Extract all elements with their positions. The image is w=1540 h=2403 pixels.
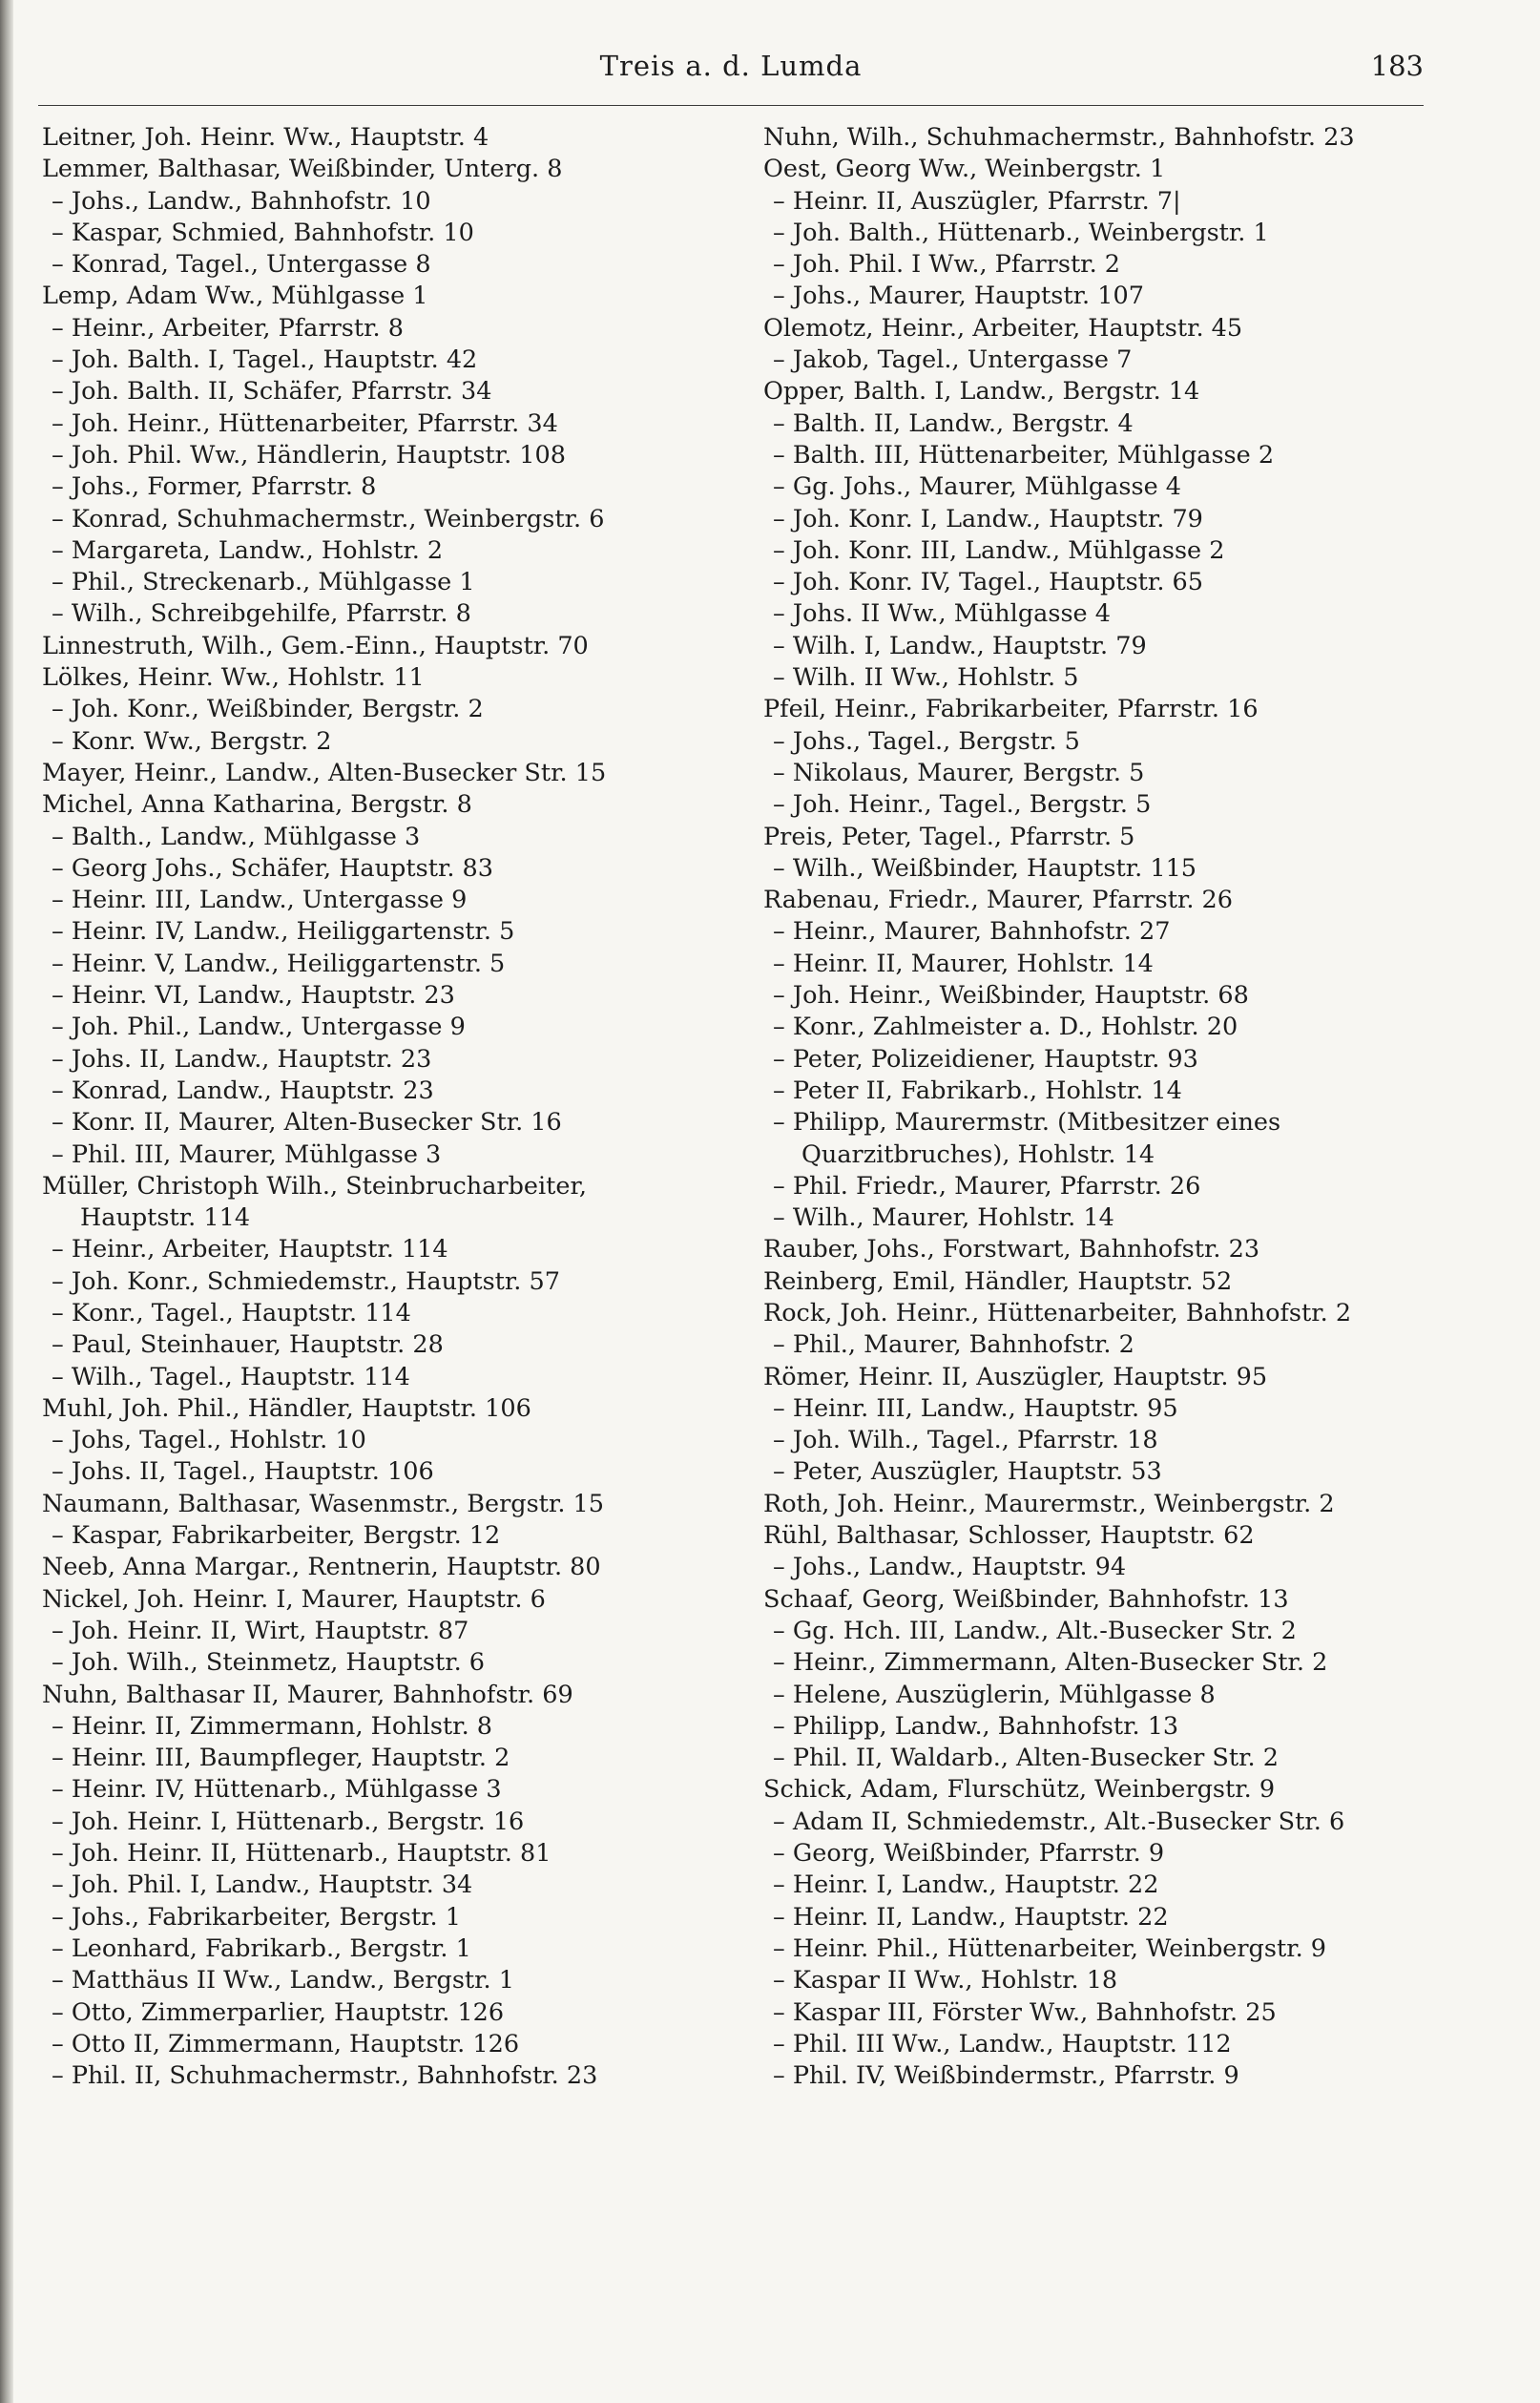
right-column (763, 122, 1469, 2092)
directory-entry: Rabenau, Friedr., Maurer, Pfarrstr. 26 (763, 886, 1233, 915)
directory-subentry: – Balth., Landw., Mühlgasse 3 (52, 822, 421, 851)
directory-subentry: – Paul, Steinhauer, Hauptstr. 28 (52, 1330, 444, 1360)
directory-entry: Michel, Anna Katharina, Bergstr. 8 (42, 790, 472, 820)
directory-subentry: – Wilh. I, Landw., Hauptstr. 79 (773, 631, 1147, 660)
directory-subentry: – Kaspar II Ww., Hohlstr. 18 (773, 1966, 1118, 1996)
directory-subentry: – Phil. IV, Weißbindermstr., Pfarrstr. 9 (773, 2061, 1239, 2091)
directory-subentry: – Joh. Heinr. II, Hüttenarb., Hauptstr. 81 (52, 1839, 551, 1869)
directory-subentry: – Phil. Friedr., Maurer, Pfarrstr. 26 (773, 1171, 1201, 1201)
directory-entry: Rühl, Balthasar, Schlosser, Hauptstr. 62 (763, 1521, 1255, 1551)
directory-subentry: – Johs. II, Landw., Hauptstr. 23 (52, 1044, 432, 1074)
directory-entry: Lölkes, Heinr. Ww., Hohlstr. 11 (42, 663, 425, 693)
directory-subentry: – Joh. Balth. I, Tagel., Hauptstr. 42 (52, 345, 478, 375)
directory-entry: Rock, Joh. Heinr., Hüttenarbeiter, Bahnhofstr. 2 (763, 1298, 1352, 1327)
directory-subentry: – Balth. II, Landw., Bergstr. 4 (773, 408, 1134, 438)
directory-subentry: – Heinr. IV, Hüttenarb., Mühlgasse 3 (52, 1775, 502, 1805)
directory-subentry: – Wilh., Schreibgehilfe, Pfarrstr. 8 (52, 599, 471, 629)
directory-entry: Römer, Heinr. II, Auszügler, Hauptstr. 95 (763, 1362, 1268, 1391)
directory-subentry: – Nikolaus, Maurer, Bergstr. 5 (773, 758, 1145, 787)
directory-subentry: – Balth. III, Hüttenarbeiter, Mühlgasse 2 (773, 440, 1275, 470)
directory-subentry: – Konrad, Schuhmachermstr., Weinbergstr. 6 (52, 504, 605, 533)
directory-subentry: – Gg. Johs., Maurer, Mühlgasse 4 (773, 472, 1182, 502)
directory-subentry: – Kaspar, Schmied, Bahnhofstr. 10 (52, 218, 474, 247)
directory-subentry: – Phil. III, Maurer, Mühlgasse 3 (52, 1139, 442, 1169)
directory-entry: Naumann, Balthasar, Wasenmstr., Bergstr. 15 (42, 1489, 604, 1518)
directory-entry: Müller, Christoph Wilh., Steinbrucharbeiter, (42, 1171, 587, 1201)
directory-subentry: – Phil. II, Waldarb., Alten-Busecker Str. 2 (773, 1744, 1279, 1773)
directory-subentry: – Joh. Heinr., Tagel., Bergstr. 5 (773, 790, 1152, 820)
page-header (38, 50, 1424, 99)
directory-subentry: – Heinr., Arbeiter, Pfarrstr. 8 (52, 313, 404, 343)
directory-entry: Roth, Joh. Heinr., Maurermstr., Weinbergstr. 2 (763, 1489, 1335, 1518)
directory-subentry: – Heinr. II, Auszügler, Pfarrstr. 7| (773, 186, 1181, 216)
directory-subentry: – Joh. Heinr. I, Hüttenarb., Bergstr. 16 (52, 1807, 525, 1836)
directory-subentry: – Jakob, Tagel., Untergasse 7 (773, 345, 1133, 375)
directory-subentry: – Peter, Auszügler, Hauptstr. 53 (773, 1457, 1162, 1487)
directory-entry: Olemotz, Heinr., Arbeiter, Hauptstr. 45 (763, 313, 1243, 343)
directory-subentry: – Phil. II, Schuhmachermstr., Bahnhofstr. 23 (52, 2061, 598, 2091)
directory-entry: Oest, Georg Ww., Weinbergstr. 1 (763, 155, 1166, 184)
directory-subentry: – Joh. Phil., Landw., Untergasse 9 (52, 1013, 466, 1042)
directory-subentry: – Wilh., Weißbinder, Hauptstr. 115 (773, 853, 1197, 883)
directory-subentry: – Joh. Wilh., Tagel., Pfarrstr. 18 (773, 1426, 1158, 1455)
directory-subentry: – Heinr. I, Landw., Hauptstr. 22 (773, 1870, 1159, 1900)
directory-subentry: – Kaspar III, Förster Ww., Bahnhofstr. 25 (773, 1997, 1277, 2027)
directory-entry: Lemp, Adam Ww., Mühlgasse 1 (42, 282, 428, 311)
directory-entry: Nuhn, Wilh., Schuhmachermstr., Bahnhofstr. 23 (763, 123, 1355, 152)
directory-subentry: – Heinr. III, Landw., Untergasse 9 (52, 886, 468, 915)
directory-subentry: – Adam II, Schmiedemstr., Alt.-Busecker Str. 6 (773, 1807, 1345, 1836)
directory-entry: Rauber, Johs., Forstwart, Bahnhofstr. 23 (763, 1235, 1260, 1264)
directory-subentry: – Georg Johs., Schäfer, Hauptstr. 83 (52, 853, 494, 883)
directory-subentry: – Joh. Balth., Hüttenarb., Weinbergstr. 1 (773, 218, 1269, 247)
directory-subentry: – Philipp, Maurermstr. (Mitbesitzer eines (773, 1108, 1281, 1138)
directory-subentry: – Matthäus II Ww., Landw., Bergstr. 1 (52, 1966, 514, 1996)
directory-entry: Neeb, Anna Margar., Rentnerin, Hauptstr. 80 (42, 1553, 601, 1582)
directory-entry: Preis, Peter, Tagel., Pfarrstr. 5 (763, 822, 1135, 851)
directory-subentry: – Helene, Auszüglerin, Mühlgasse 8 (773, 1680, 1216, 1709)
directory-subentry: – Johs., Tagel., Bergstr. 5 (773, 726, 1080, 756)
directory-subentry: – Joh. Phil. Ww., Händlerin, Hauptstr. 108 (52, 440, 566, 470)
directory-subentry: – Georg, Weißbinder, Pfarrstr. 9 (773, 1839, 1165, 1869)
directory-subentry: – Johs., Landw., Bahnhofstr. 10 (52, 186, 431, 216)
directory-subentry: – Peter, Polizeidiener, Hauptstr. 93 (773, 1044, 1198, 1074)
book-spine-edge (0, 0, 13, 2403)
directory-entry: Nickel, Joh. Heinr. I, Maurer, Hauptstr. 6 (42, 1584, 546, 1614)
directory-subentry: – Heinr. III, Landw., Hauptstr. 95 (773, 1393, 1178, 1423)
directory-subentry: – Johs. II, Tagel., Hauptstr. 106 (52, 1457, 434, 1487)
directory-entry-continuation: Quarzitbruches), Hohlstr. 14 (801, 1139, 1155, 1169)
directory-subentry: – Joh. Konr., Weißbinder, Bergstr. 2 (52, 695, 484, 724)
directory-subentry: – Heinr. VI, Landw., Hauptstr. 23 (52, 981, 455, 1011)
page-number: 183 (1370, 50, 1424, 82)
directory-subentry: – Joh. Konr. III, Landw., Mühlgasse 2 (773, 535, 1225, 565)
directory-subentry: – Heinr., Arbeiter, Hauptstr. 114 (52, 1235, 448, 1264)
directory-subentry: – Konrad, Landw., Hauptstr. 23 (52, 1076, 434, 1105)
directory-entry: Leitner, Joh. Heinr. Ww., Hauptstr. 4 (42, 123, 489, 152)
directory-subentry: – Joh. Balth. II, Schäfer, Pfarrstr. 34 (52, 377, 492, 407)
directory-subentry: – Wilh. II Ww., Hohlstr. 5 (773, 663, 1079, 693)
directory-subentry: – Johs., Landw., Hauptstr. 94 (773, 1553, 1127, 1582)
directory-subentry: – Joh. Phil. I Ww., Pfarrstr. 2 (773, 250, 1121, 280)
directory-entry: Linnestruth, Wilh., Gem.-Einn., Hauptstr. 70 (42, 631, 589, 660)
directory-subentry: – Konr. Ww., Bergstr. 2 (52, 726, 332, 756)
running-head: Treis a. d. Lumda (599, 50, 863, 82)
directory-entry-continuation: Hauptstr. 114 (80, 1203, 251, 1233)
directory-subentry: – Heinr. II, Landw., Hauptstr. 22 (773, 1902, 1169, 1932)
directory-entry: Muhl, Joh. Phil., Händler, Hauptstr. 106 (42, 1393, 531, 1423)
directory-subentry: – Heinr. III, Baumpfleger, Hauptstr. 2 (52, 1744, 510, 1773)
directory-entry: Mayer, Heinr., Landw., Alten-Busecker Str. 15 (42, 758, 607, 787)
directory-subentry: – Otto II, Zimmermann, Hauptstr. 126 (52, 2029, 520, 2058)
directory-subentry: – Joh. Heinr., Hüttenarbeiter, Pfarrstr. 34 (52, 408, 558, 438)
directory-subentry: – Heinr. II, Maurer, Hohlstr. 14 (773, 949, 1154, 978)
directory-subentry: – Johs. II Ww., Mühlgasse 4 (773, 599, 1111, 629)
directory-subentry: – Phil., Streckenarb., Mühlgasse 1 (52, 568, 475, 597)
directory-subentry: – Joh. Wilh., Steinmetz, Hauptstr. 6 (52, 1648, 486, 1678)
header-rule (38, 105, 1424, 106)
directory-subentry: – Heinr. Phil., Hüttenarbeiter, Weinbergstr. 9 (773, 1933, 1327, 1963)
directory-subentry: – Heinr. IV, Landw., Heiliggartenstr. 5 (52, 917, 515, 947)
directory-subentry: – Konr., Tagel., Hauptstr. 114 (52, 1298, 411, 1327)
directory-subentry: – Philipp, Landw., Bahnhofstr. 13 (773, 1711, 1179, 1741)
directory-subentry: – Phil., Maurer, Bahnhofstr. 2 (773, 1330, 1134, 1360)
directory-subentry: – Leonhard, Fabrikarb., Bergstr. 1 (52, 1933, 471, 1963)
directory-subentry: – Johs, Tagel., Hohlstr. 10 (52, 1426, 366, 1455)
directory-subentry: – Konr. II, Maurer, Alten-Busecker Str. 16 (52, 1108, 562, 1138)
directory-entry: Schaaf, Georg, Weißbinder, Bahnhofstr. 13 (763, 1584, 1289, 1614)
directory-subentry: – Joh. Konr. IV, Tagel., Hauptstr. 65 (773, 568, 1203, 597)
directory-subentry: – Johs., Maurer, Hauptstr. 107 (773, 282, 1144, 311)
directory-subentry: – Heinr. II, Zimmermann, Hohlstr. 8 (52, 1711, 493, 1741)
directory-subentry: – Johs., Former, Pfarrstr. 8 (52, 472, 377, 502)
directory-subentry: – Peter II, Fabrikarb., Hohlstr. 14 (773, 1076, 1182, 1105)
directory-subentry: – Joh. Heinr., Weißbinder, Hauptstr. 68 (773, 981, 1249, 1011)
directory-subentry: – Joh. Konr. I, Landw., Hauptstr. 79 (773, 504, 1203, 533)
directory-entry: Schick, Adam, Flurschütz, Weinbergstr. 9 (763, 1775, 1276, 1805)
directory-entry: Lemmer, Balthasar, Weißbinder, Unterg. 8 (42, 155, 563, 184)
directory-subentry: – Konr., Zahlmeister a. D., Hohlstr. 20 (773, 1013, 1238, 1042)
directory-subentry: – Kaspar, Fabrikarbeiter, Bergstr. 12 (52, 1521, 501, 1551)
directory-subentry: – Johs., Fabrikarbeiter, Bergstr. 1 (52, 1902, 461, 1932)
directory-entry: Pfeil, Heinr., Fabrikarbeiter, Pfarrstr. 16 (763, 695, 1259, 724)
directory-entry: Reinberg, Emil, Händler, Hauptstr. 52 (763, 1266, 1233, 1296)
directory-subentry: – Otto, Zimmerparlier, Hauptstr. 126 (52, 1997, 505, 2027)
directory-subentry: – Phil. III Ww., Landw., Hauptstr. 112 (773, 2029, 1232, 2058)
directory-subentry: – Wilh., Maurer, Hohlstr. 14 (773, 1203, 1114, 1233)
directory-entry: Opper, Balth. I, Landw., Bergstr. 14 (763, 377, 1200, 407)
directory-subentry: – Margareta, Landw., Hohlstr. 2 (52, 535, 444, 565)
directory-subentry: – Wilh., Tagel., Hauptstr. 114 (52, 1362, 410, 1391)
directory-subentry: – Heinr., Maurer, Bahnhofstr. 27 (773, 917, 1171, 947)
directory-subentry: – Joh. Heinr. II, Wirt, Hauptstr. 87 (52, 1616, 469, 1645)
directory-subentry: – Joh. Phil. I, Landw., Hauptstr. 34 (52, 1870, 473, 1900)
directory-subentry: – Heinr. V, Landw., Heiliggartenstr. 5 (52, 949, 506, 978)
directory-entry: Nuhn, Balthasar II, Maurer, Bahnhofstr. 69 (42, 1680, 573, 1709)
directory-subentry: – Joh. Konr., Schmiedemstr., Hauptstr. 57 (52, 1266, 560, 1296)
directory-subentry: – Gg. Hch. III, Landw., Alt.-Busecker Str. 2 (773, 1616, 1297, 1645)
directory-subentry: – Heinr., Zimmermann, Alten-Busecker Str. 2 (773, 1648, 1328, 1678)
directory-subentry: – Konrad, Tagel., Untergasse 8 (52, 250, 431, 280)
left-column (42, 122, 748, 2092)
